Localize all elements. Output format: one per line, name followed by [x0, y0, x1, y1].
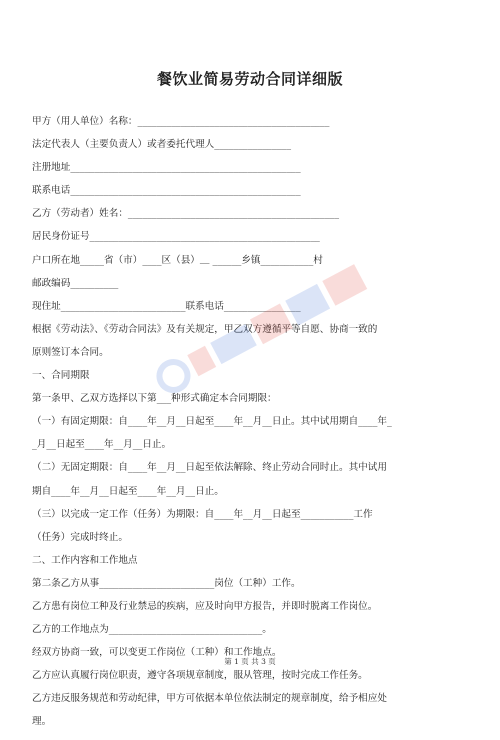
document-body [32, 116, 472, 740]
text-line: 原则签订本合同。 [32, 346, 109, 358]
text-line: 乙方患有岗位工种及行业禁忌的疾病，应及时向甲方报告，并即时脱离工作岗位。 [32, 600, 378, 612]
text-line: _月__日起至____年__月__日止。 [32, 439, 172, 451]
text-line: （三）以完成一定工作（任务）为期限：自____年__月__日起至___________工作 [32, 508, 373, 520]
text-line: 甲方（用人单位）名称：________________________________________ [32, 116, 330, 127]
text-line: （一）有固定期限：自____年__月__日起至____年__月__日止。其中试用期自____年_ [32, 416, 392, 428]
text-line: 户口所在地_____省（市）____区（县）＿ ______乡镇___________村 [32, 254, 323, 266]
text-line: 期自____年__月__日起至____年__月__日止。 [32, 485, 224, 497]
text-line: 联系电话________________________________________________ [32, 185, 301, 197]
text-line: 根据《劳动法》、《劳动合同法》及有关规定，甲乙双方遵循平等自愿、协商一致的 [32, 323, 378, 335]
text-line: 第二条乙方从事________________________岗位（工种）工作。 [32, 577, 301, 589]
document-title: 餐饮业简易劳动合同详细版 [156, 70, 343, 88]
text-line: 邮政编码__________ [32, 277, 119, 289]
text-line: 居民身份证号________________________________________________ [32, 231, 320, 243]
text-line: 现住址__________________________联系电话________________ [32, 300, 301, 312]
text-line: 乙方违反服务规范和劳动纪律，甲方可依据本单位依法制定的规章制度，给予相应处 [32, 693, 387, 705]
text-line: 乙方（劳动者）姓名：____________________________________________ [32, 208, 339, 220]
text-line: 第一条甲、乙双方选择以下第___种形式确定本合同期限： [32, 393, 277, 405]
page-number: 第 1 页 共 3 页 [224, 657, 276, 666]
text-line: 乙方应认真履行岗位职责，遵守各项规章制度，服从管理，按时完成工作任务。 [32, 670, 368, 682]
text-line: （任务）完成时终止。 [32, 531, 128, 543]
text-line: 乙方的工作地点为________________________________。 [32, 624, 272, 636]
section-heading: 一、合同期限 [32, 370, 90, 382]
text-line: 理。 [32, 716, 52, 728]
text-line: 经双方协商一致，可以变更工作岗位（工种）和工作地点。 [32, 647, 282, 659]
section-heading: 二、工作内容和工作地点 [32, 554, 138, 566]
text-line: 注册地址________________________________________________ [32, 162, 301, 174]
text-line: （二）无固定期限：自____年__月__日起至依法解除、终止劳动合同时止。其中试用 [32, 462, 387, 474]
text-line: 法定代表人（主要负责人）或者委托代理人________________ [32, 139, 292, 151]
